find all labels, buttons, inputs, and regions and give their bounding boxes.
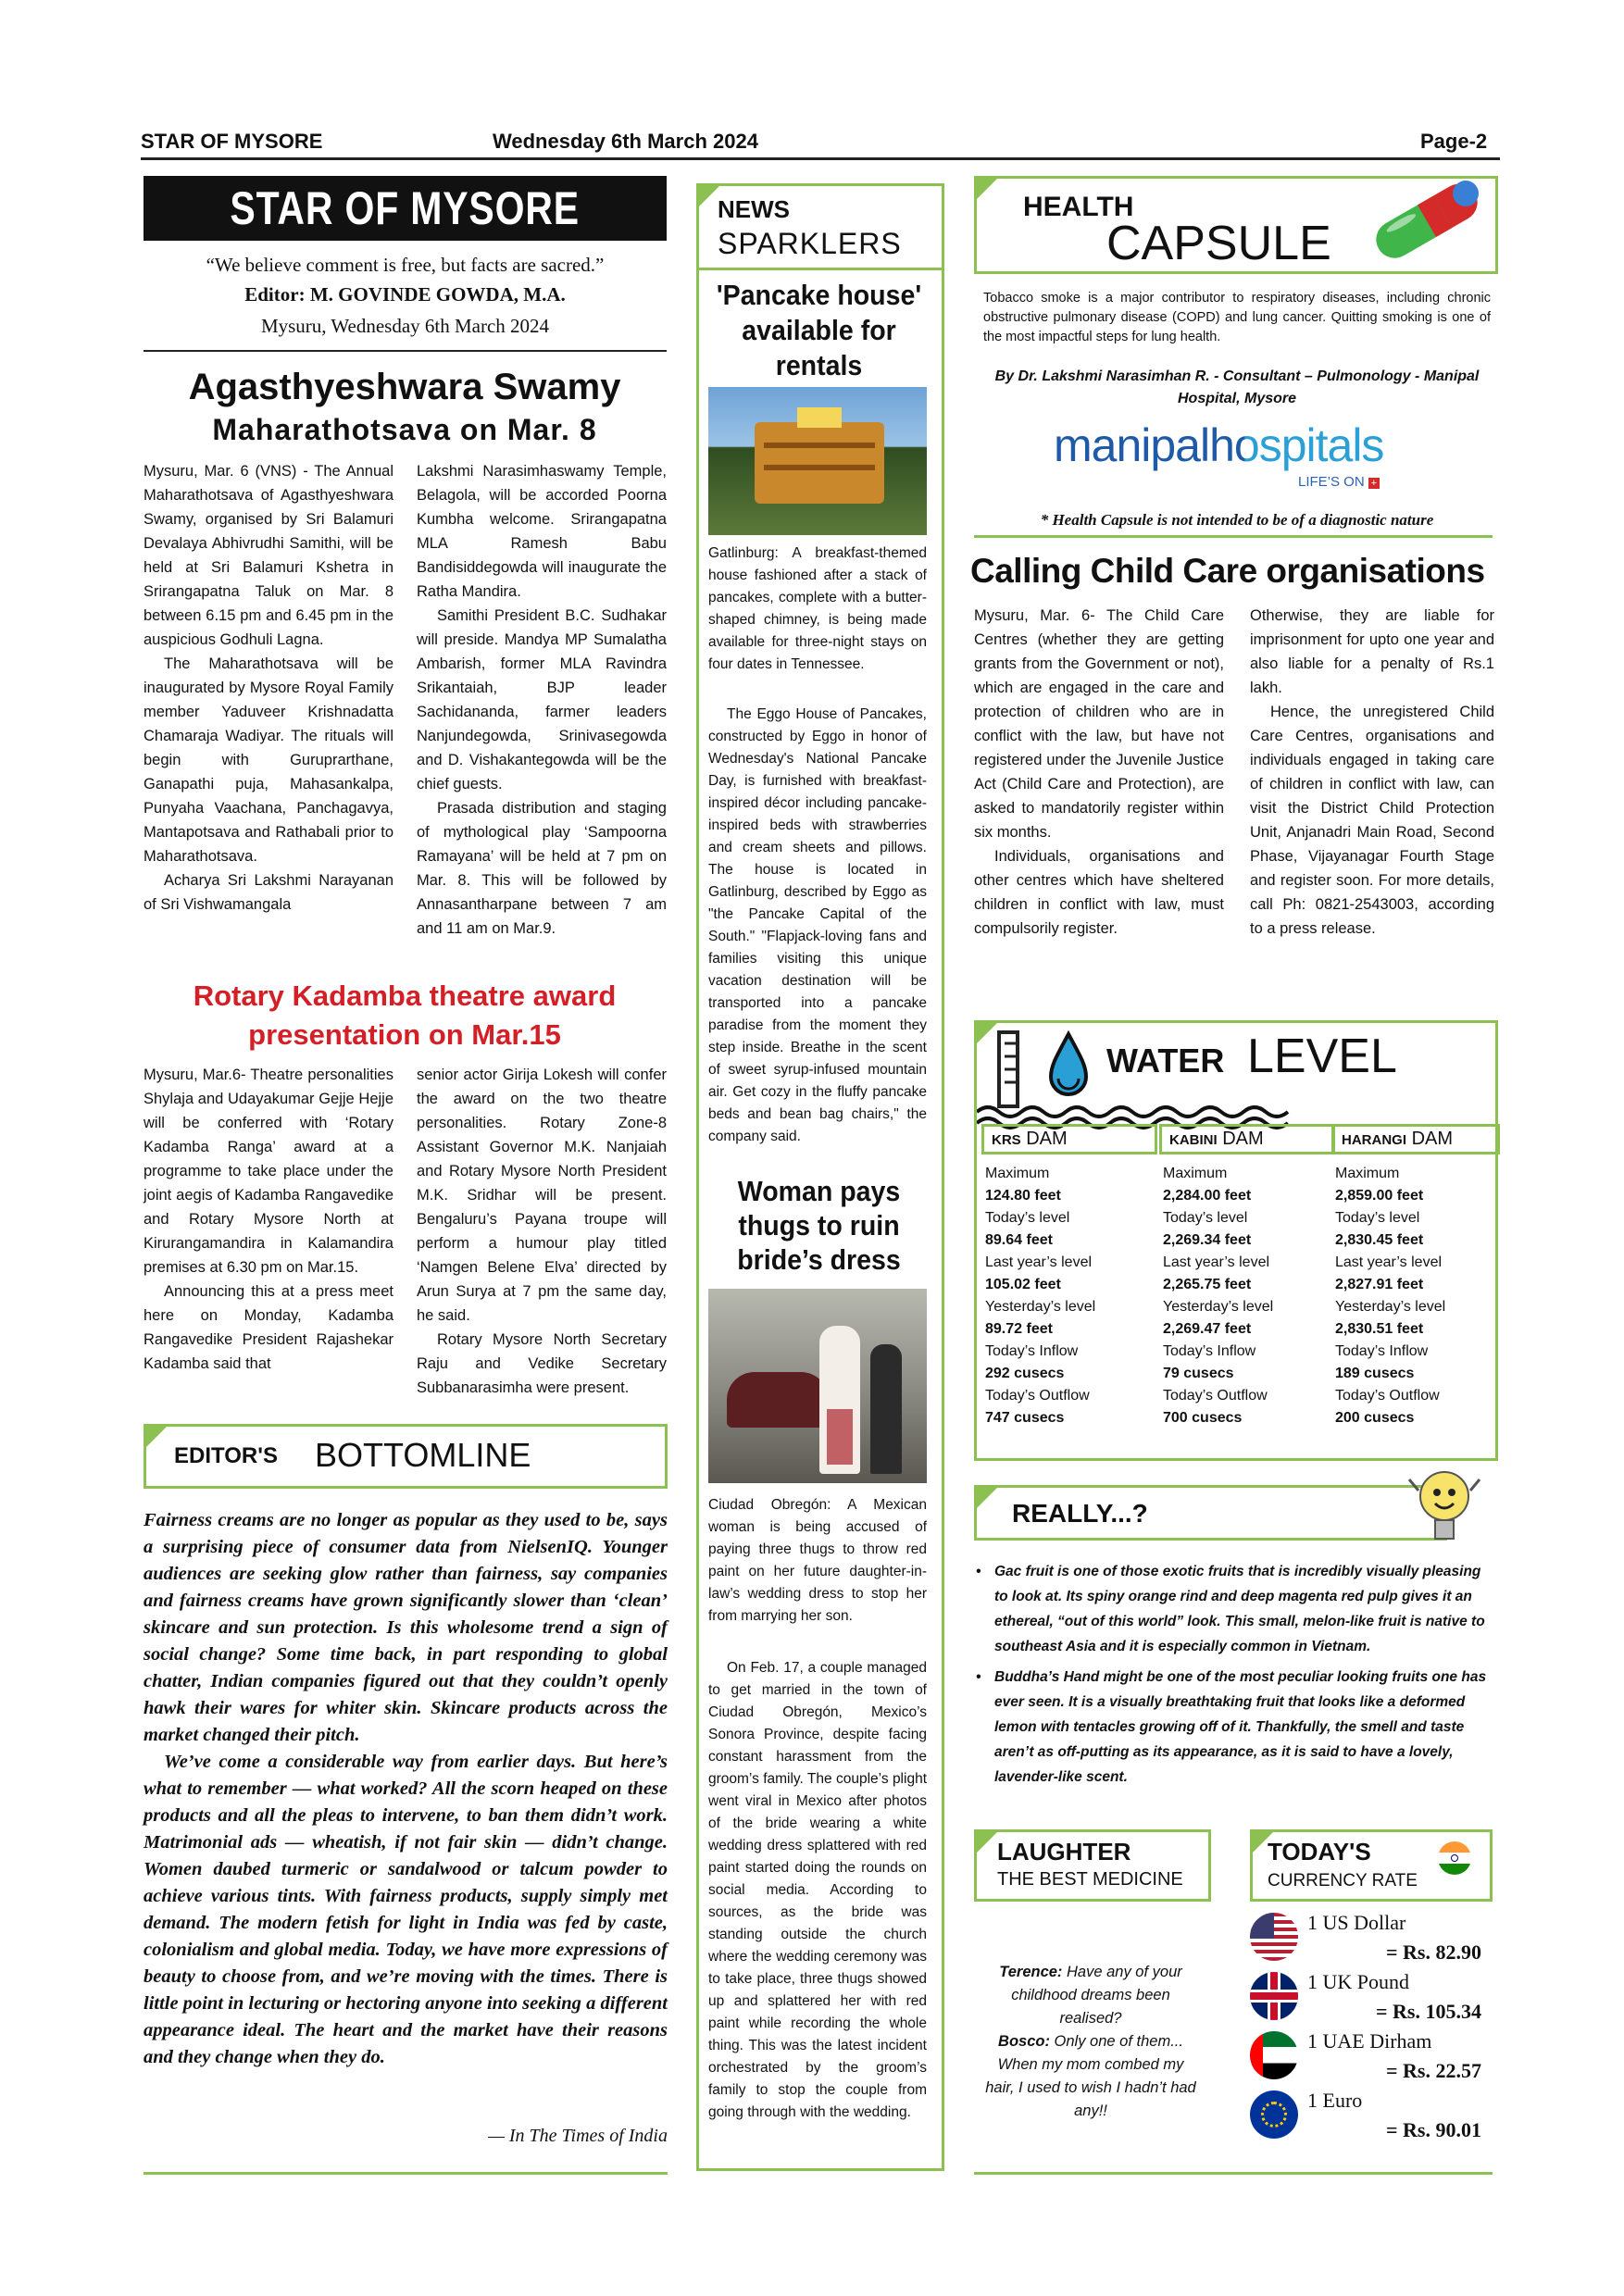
bottomline-label-bold: EDITOR'S [174, 1443, 278, 1468]
bottomline-para: We’ve come a considerable way from earlier days. But here’s what to remember — what worked? All the scorn heaped on these products and all the pleas to intervene, to ban them didn’t work. Matrimonial ads — wheatish, if not fair skin — didn’t change. Women daubed turmeric or sandalwood or talcum powder to achieve various tints. With fairness products, supply simply met demand. The modern fetish for light in India was fed by caste, colonialism and global media. Today, we have more expressions of beauty to choose from, and we’re moving with the times. There is little point in lecturing or hectoring anyone into seeking a different appearance ideal. The heart and the market have their reasons and they change when they do. [144, 1752, 668, 2067]
value-max: 2,859.00 feet [1335, 1188, 1424, 1204]
article1-para: The Maharathotsava will be inaugurated by Mysore Royal Family member Yaduveer Krishnadatta Chamaraja Wadiyar. The rituals will begin with Guruprarthane, Ganapathi puja, Mahasankalpa, Punyaha Vaachana, Panchagavya, Mantapotsava and Rathabali prior to Maharathotsava. [144, 655, 394, 865]
label-today: Today’s level [985, 1210, 1070, 1226]
bottomline-label-box [144, 1424, 668, 1489]
speaker-name: Bosco: [998, 2033, 1050, 2050]
header-paper-name: STAR OF MYSORE [141, 130, 323, 153]
value-inflow: 189 cusecs [1335, 1366, 1415, 1381]
masthead-rule [144, 350, 667, 352]
uk-flag-icon [1250, 1972, 1298, 2020]
manipal-logo-text [1054, 418, 1383, 472]
article2-para: Mysuru, Mar.6- Theatre personalities Shylaja and Udayakumar Gejje Hejje will be conferred with ‘Rotary Kadamba Ranga’ award at a programme to take place under the joint aegis of Kadamba Rangavedike and Rotary Mysore North at Kirurangamandira in Kalamandira premises at 6.30 pm on Mar.15. [144, 1067, 394, 1276]
dam-suffix: DAM [1411, 1129, 1454, 1149]
really-label-box [974, 1485, 1447, 1541]
header-date: Wednesday 6th March 2024 [493, 130, 758, 153]
manipal-tagline [1298, 474, 1380, 490]
masthead-banner [144, 176, 667, 241]
dam-header-harangi [1331, 1124, 1500, 1154]
label-today: Today’s level [1335, 1210, 1420, 1226]
bottomline-body [144, 1507, 668, 2071]
childcare-para: Mysuru, Mar. 6- The Child Care Centres (whether they are getting grants from the Government or not), which are engaged in the care and protection of children who are in conflict with the law, but have not registered under the Juvenile Justice Act (Child Care and Protection), are asked to mandatorily register within six months. [974, 607, 1224, 841]
value-today: 89.64 feet [985, 1232, 1053, 1248]
childcare-column2 [1250, 604, 1494, 941]
dam-values-krs [985, 1163, 1152, 1429]
laughter-answer [981, 2030, 1200, 2123]
story1-body: The Eggo House of Pancakes, constructed by Eggo in honor of Wednesday's National Pancake Day, is furnished with breakfast-inspired décor including pancake-inspired beds with strawberries and cream sheets and pillows. The house is located in Gatlinburg, described by Eggo as "the Pancake Capital of the South." "Flapjack-loving fans and families visiting this unique vacation destination will be transported into a pancake paradise from the moment they step inside. Breathe in the scent of sweet syrup-infused mountain air. Get cozy in the fluffy pancake beds and bean bag chairs," the company said. [708, 706, 927, 1144]
currency-rate: = Rs. 82.90 [1386, 1940, 1481, 1964]
really-label: REALLY...? [1012, 1499, 1148, 1528]
article1-para: Lakshmi Narasimhaswamy Temple, Belagola, will be accorded Poorna Kumbha welcome. Srirangapatna MLA Ramesh Babu Bandisiddegowda will inaugurate the Ratha Mandira. [417, 463, 667, 600]
value-today: 2,830.45 feet [1335, 1232, 1424, 1248]
pancake-layer [764, 443, 875, 448]
uae-flag-icon [1250, 2031, 1298, 2079]
india-flag-icon [1438, 1841, 1471, 1875]
pancake-house-shape [755, 422, 884, 504]
dam-suffix: DAM [1222, 1129, 1264, 1149]
value-yesterday: 89.72 feet [985, 1321, 1053, 1337]
really-item-text: Buddha’s Hand might be one of the most peculiar looking fruits one has ever seen. It is a visually breathtaking fruit that looks like a deformed lemon with tentacles growing off of it. Thankfully, the smell and taste aren’t as off-putting as its appearance, as it is said to have a lovely, lavender-like scent. [994, 1669, 1487, 1785]
car-shape [727, 1372, 829, 1428]
article2-column2 [417, 1063, 667, 1400]
bottomline-para: Fairness creams are no longer as popular as they used to be, says a surprising piece of consumer data from NielsenIQ. Younger audiences are seeking glow rather than fairness, say companies and fairness creams have grown significantly slower than ‘clean’ skincare and sun protection. Is this wholesome trend a sign of social change? Some time back, in part responding to global chatter, Indian companies figured out that they couldn’t openly hawk their wares for whiter skin. Skincare products across the market changed their pitch. [144, 1510, 668, 1745]
currency-rate: = Rs. 22.57 [1386, 2059, 1481, 2082]
article2-para: senior actor Girija Lokesh will confer the award on the two theatre personalities. Rotary Zone-8 Assistant Governor M.K. Nanjaiah and Rotary Mysore North President M.K. Sridhar will be present. Bengaluru’s Payana troupe will perform a humour play titled ‘Namgen Belene Elva’ directed by Arun Surya at 7 pm the same day, he said. [417, 1067, 667, 1324]
currency-label-bold: TODAY'S [1268, 1838, 1371, 1866]
story1-caption: Gatlinburg: A breakfast-themed house fashioned after a stack of pancakes, complete with a butter-shaped chimney, is being made available for three-night stays on four dates in Tennessee. [708, 545, 927, 672]
label-max: Maximum [985, 1166, 1050, 1181]
laughter-label: THE BEST MEDICINE [997, 1869, 1183, 1890]
article1-column2 [417, 459, 667, 941]
childcare-title: Calling Child Care organisations [970, 552, 1485, 590]
value-outflow: 700 cusecs [1163, 1410, 1243, 1426]
label-last-year: Last year’s level [1335, 1254, 1443, 1270]
value-last-year: 2,265.75 feet [1163, 1277, 1252, 1292]
currency-rate: = Rs. 105.34 [1376, 2000, 1481, 2023]
water-label: LEVEL [1247, 1029, 1397, 1083]
bottomline-bottom-rule [144, 2172, 668, 2175]
label-yesterday: Yesterday’s level [985, 1299, 1096, 1315]
water-label-bold: WATER [1106, 1042, 1225, 1079]
value-last-year: 2,827.91 feet [1335, 1277, 1424, 1292]
childcare-para: Hence, the unregistered Child Care Centres, organisations and individuals engaged in taking care of children in conflict with law, can visit the District Child Protection Unit, Anjanadri Main Road, Second Phase, Vijayanagar Fourth Stage and register soon. For more details, call Ph: 0821-2543003, according to a press release. [1250, 704, 1494, 937]
bullet-icon: • [976, 1669, 981, 1685]
currency-row-eur [1250, 2085, 1487, 2146]
article1-column1 [144, 459, 394, 917]
health-label: CAPSULE [1106, 217, 1331, 270]
capsule-pill-icon [1356, 173, 1495, 266]
currency-row-aed [1250, 2026, 1487, 2087]
label-last-year: Last year’s level [1163, 1254, 1270, 1270]
currency-unit: 1 UK Pound [1307, 1970, 1410, 1993]
label-yesterday: Yesterday’s level [1335, 1299, 1446, 1315]
laughter-question [981, 1961, 1200, 2030]
sparklers-label-box [696, 183, 944, 270]
value-outflow: 747 cusecs [985, 1410, 1065, 1426]
label-max: Maximum [1163, 1166, 1228, 1181]
value-max: 124.80 feet [985, 1188, 1061, 1204]
value-yesterday: 2,269.47 feet [1163, 1321, 1252, 1337]
dam-name: HARANGI [1342, 1132, 1406, 1148]
childcare-para: Otherwise, they are liable for imprisonment for upto one year and also liable for a penalty of Rs.1 lakh. [1250, 607, 1494, 696]
value-last-year: 105.02 feet [985, 1277, 1061, 1292]
label-outflow: Today’s Outflow [1163, 1388, 1268, 1404]
currency-unit: 1 US Dollar [1307, 1911, 1406, 1934]
health-byline: By Dr. Lakshmi Narasimhan R. - Consultant – Pulmonology - Manipal Hospital, Mysore [994, 368, 1480, 406]
article1-title-line2: Maharathotsava on Mar. 8 [212, 413, 597, 446]
article2-column1 [144, 1063, 394, 1376]
eu-flag-icon [1250, 2090, 1298, 2139]
dam-name: KABINI [1169, 1132, 1218, 1148]
laughter-joke [981, 1961, 1200, 2123]
currency-label-box [1250, 1829, 1493, 1902]
us-flag-icon [1250, 1913, 1298, 1961]
childcare-column1 [974, 604, 1224, 941]
label-yesterday: Yesterday’s level [1163, 1299, 1274, 1315]
article1-para: Samithi President B.C. Sudhakar will preside. Mandya MP Sumalatha Ambarish, former MLA Ravindra Srikantaiah, BJP leader Sachidananda, farmer leaders Nanjundegowda, Srinivasegowda and D. Vishakantegowda will be the chief guests. [417, 607, 667, 792]
article1-para: Prasada distribution and staging of mythological play ‘Sampoorna Ramayana’ will be held at 7 pm on Mar. 8. This will be followed by Annasantharpane between 7 am and 11 am on Mar.9. [417, 800, 667, 937]
sparklers-label: SPARKLERS [718, 227, 902, 260]
label-max: Maximum [1335, 1166, 1400, 1181]
manipal-logo: manipalhospitals [1054, 419, 1384, 471]
list-item [974, 1665, 1493, 1790]
label-today: Today’s level [1163, 1210, 1248, 1226]
label-last-year: Last year’s level [985, 1254, 1093, 1270]
bottom-rule-right [974, 2172, 1493, 2175]
value-outflow: 200 cusecs [1335, 1410, 1415, 1426]
label-outflow: Today’s Outflow [1335, 1388, 1440, 1404]
story2-body: On Feb. 17, a couple managed to get married in the town of Ciudad Obregón, Mexico’s Sonora Province, despite facing constant harassment from the groom’s family. The couple’s plight went viral in Mexico after photos of the bride wearing a white wedding dress splattered with red paint started doing the rounds on social media. According to sources, as the bride was standing outside the church where the wedding ceremony was to take place, three thugs showed up and splattered her with red paint while recording the whole thing. This was the latest incident orchestrated by the groom’s family to stop the couple from going through with the wedding. [708, 1660, 927, 2120]
masthead-quote: “We believe comment is free, but facts are sacred.” [206, 254, 605, 276]
health-label-bold: HEALTH [1023, 192, 1134, 222]
article2-para: Rotary Mysore North Secretary Raju and Vedike Secretary Subbanarasimha were present. [417, 1331, 667, 1396]
wedding-dress-photo [708, 1289, 927, 1483]
article2-title-line1: Rotary Kadamba theatre award [193, 980, 617, 1012]
lightbulb-mascot-icon [1407, 1463, 1481, 1555]
dam-suffix: DAM [1026, 1129, 1068, 1149]
health-bottom-rule [974, 535, 1493, 538]
header-page-number: Page-2 [1420, 130, 1488, 153]
masthead-editor: Editor: M. GOVINDE GOWDA, M.A. [244, 283, 566, 306]
value-today: 2,269.34 feet [1163, 1232, 1252, 1248]
bullet-icon: • [976, 1564, 981, 1579]
childcare-para: Individuals, organisations and other centres which have sheltered children in conflict with law, must compulsorily register. [974, 848, 1224, 937]
question-text: Have any of your childhood dreams been realised? [1011, 1964, 1182, 2027]
really-list [974, 1559, 1493, 1790]
butter-chimney [797, 407, 842, 428]
manipal-tagline-text: LIFE’S ON [1298, 474, 1365, 490]
article1-title-line1: Agasthyeshwara Swamy [188, 367, 621, 407]
list-item [974, 1559, 1493, 1659]
health-text: Tobacco smoke is a major contributor to respiratory diseases, including chronic obstructive pulmonary disease (COPD) and lung cancer. Quitting smoking is one of the most impactful steps for lung health. [983, 291, 1491, 344]
value-inflow: 79 cusecs [1163, 1366, 1234, 1381]
dam-header-krs [981, 1124, 1157, 1154]
really-item-text: Gac fruit is one of those exotic fruits that is incredibly visually pleasing to look at. Its spiny orange rind and deep magenta red pulp gives it an ethereal, “out of this world” look. This small, melon-like fruit is native to southeast Asia and it is especially common in Vietnam. [994, 1564, 1485, 1654]
health-note: * Health Capsule is not intended to be of a diagnostic nature [1040, 511, 1434, 529]
dam-values-harangi [1335, 1163, 1489, 1429]
answer-text: Only one of them... When my mom combed my hair, I used to wish I hadn’t had any!! [985, 2033, 1196, 2119]
value-inflow: 292 cusecs [985, 1366, 1065, 1381]
dam-name: KRS [992, 1132, 1021, 1148]
laughter-label-bold: LAUGHTER [997, 1838, 1131, 1866]
currency-unit: 1 Euro [1307, 2089, 1363, 2112]
label-outflow: Today’s Outflow [985, 1388, 1090, 1404]
value-yesterday: 2,830.51 feet [1335, 1321, 1424, 1337]
bottomline-label: BOTTOMLINE [315, 1436, 531, 1474]
laughter-label-box [974, 1829, 1211, 1902]
speaker-name: Terence: [999, 1964, 1063, 1980]
story2-title: Woman pays thugs to ruin bride’s dress [737, 1175, 901, 1276]
person-figure [870, 1344, 902, 1474]
label-inflow: Today’s Inflow [1163, 1343, 1256, 1359]
red-paint [827, 1409, 853, 1465]
article1-para: Acharya Sri Lakshmi Narayanan of Sri Vishwamangala [144, 872, 394, 913]
story1-title: 'Pancake house' available for rentals [716, 279, 922, 381]
pancake-house-photo [708, 387, 927, 535]
health-label-box [974, 176, 1498, 274]
masthead-title: STAR OF MYSORE [230, 182, 581, 234]
currency-rate: = Rs. 90.01 [1386, 2118, 1481, 2141]
article2-para: Announcing this at a press meet here on Monday, Kadamba Rangavedike President Rajashekar Kadamba said that [144, 1283, 394, 1372]
header-rule [141, 157, 1500, 160]
corner-accent [974, 1485, 1000, 1511]
masthead-dateline: Mysuru, Wednesday 6th March 2024 [260, 315, 550, 337]
currency-label: CURRENCY RATE [1268, 1871, 1418, 1890]
label-inflow: Today’s Inflow [1335, 1343, 1429, 1359]
article2-title-line2: presentation on Mar.15 [248, 1018, 561, 1051]
currency-unit: 1 UAE Dirham [1307, 2029, 1432, 2053]
currency-row-gbp [1250, 1966, 1487, 2028]
corner-accent [974, 176, 1000, 202]
value-max: 2,284.00 feet [1163, 1188, 1252, 1204]
story2-caption: Ciudad Obregón: A Mexican woman is being accused of paying three thugs to throw red paint on her future daughter-in-law’s wedding dress to stop her from marrying her son. [708, 1497, 927, 1624]
plus-icon: + [1368, 478, 1380, 489]
corner-accent [974, 1829, 1000, 1855]
sparklers-label-bold: NEWS [718, 195, 790, 223]
corner-accent [144, 1424, 169, 1450]
bottomline-source: — In The Times of India [488, 2126, 668, 2146]
pancake-layer [764, 465, 875, 470]
dam-header-kabini [1159, 1124, 1335, 1154]
currency-rates [1250, 1907, 1491, 2166]
dam-values-kabini [1163, 1163, 1330, 1429]
currency-row-usd [1250, 1907, 1487, 1968]
label-inflow: Today’s Inflow [985, 1343, 1079, 1359]
article1-para: Mysuru, Mar. 6 (VNS) - The Annual Maharathotsava of Agasthyeshwara Swamy, organised by Sri Balamuri Devalaya Abhivrudhi Samithi, will be held at Sri Balamuri Kshetra in Srirangapatna Taluk on Mar. 8 between 6.15 pm and 6.45 pm in the auspicious Godhuli Lagna. [144, 463, 394, 648]
